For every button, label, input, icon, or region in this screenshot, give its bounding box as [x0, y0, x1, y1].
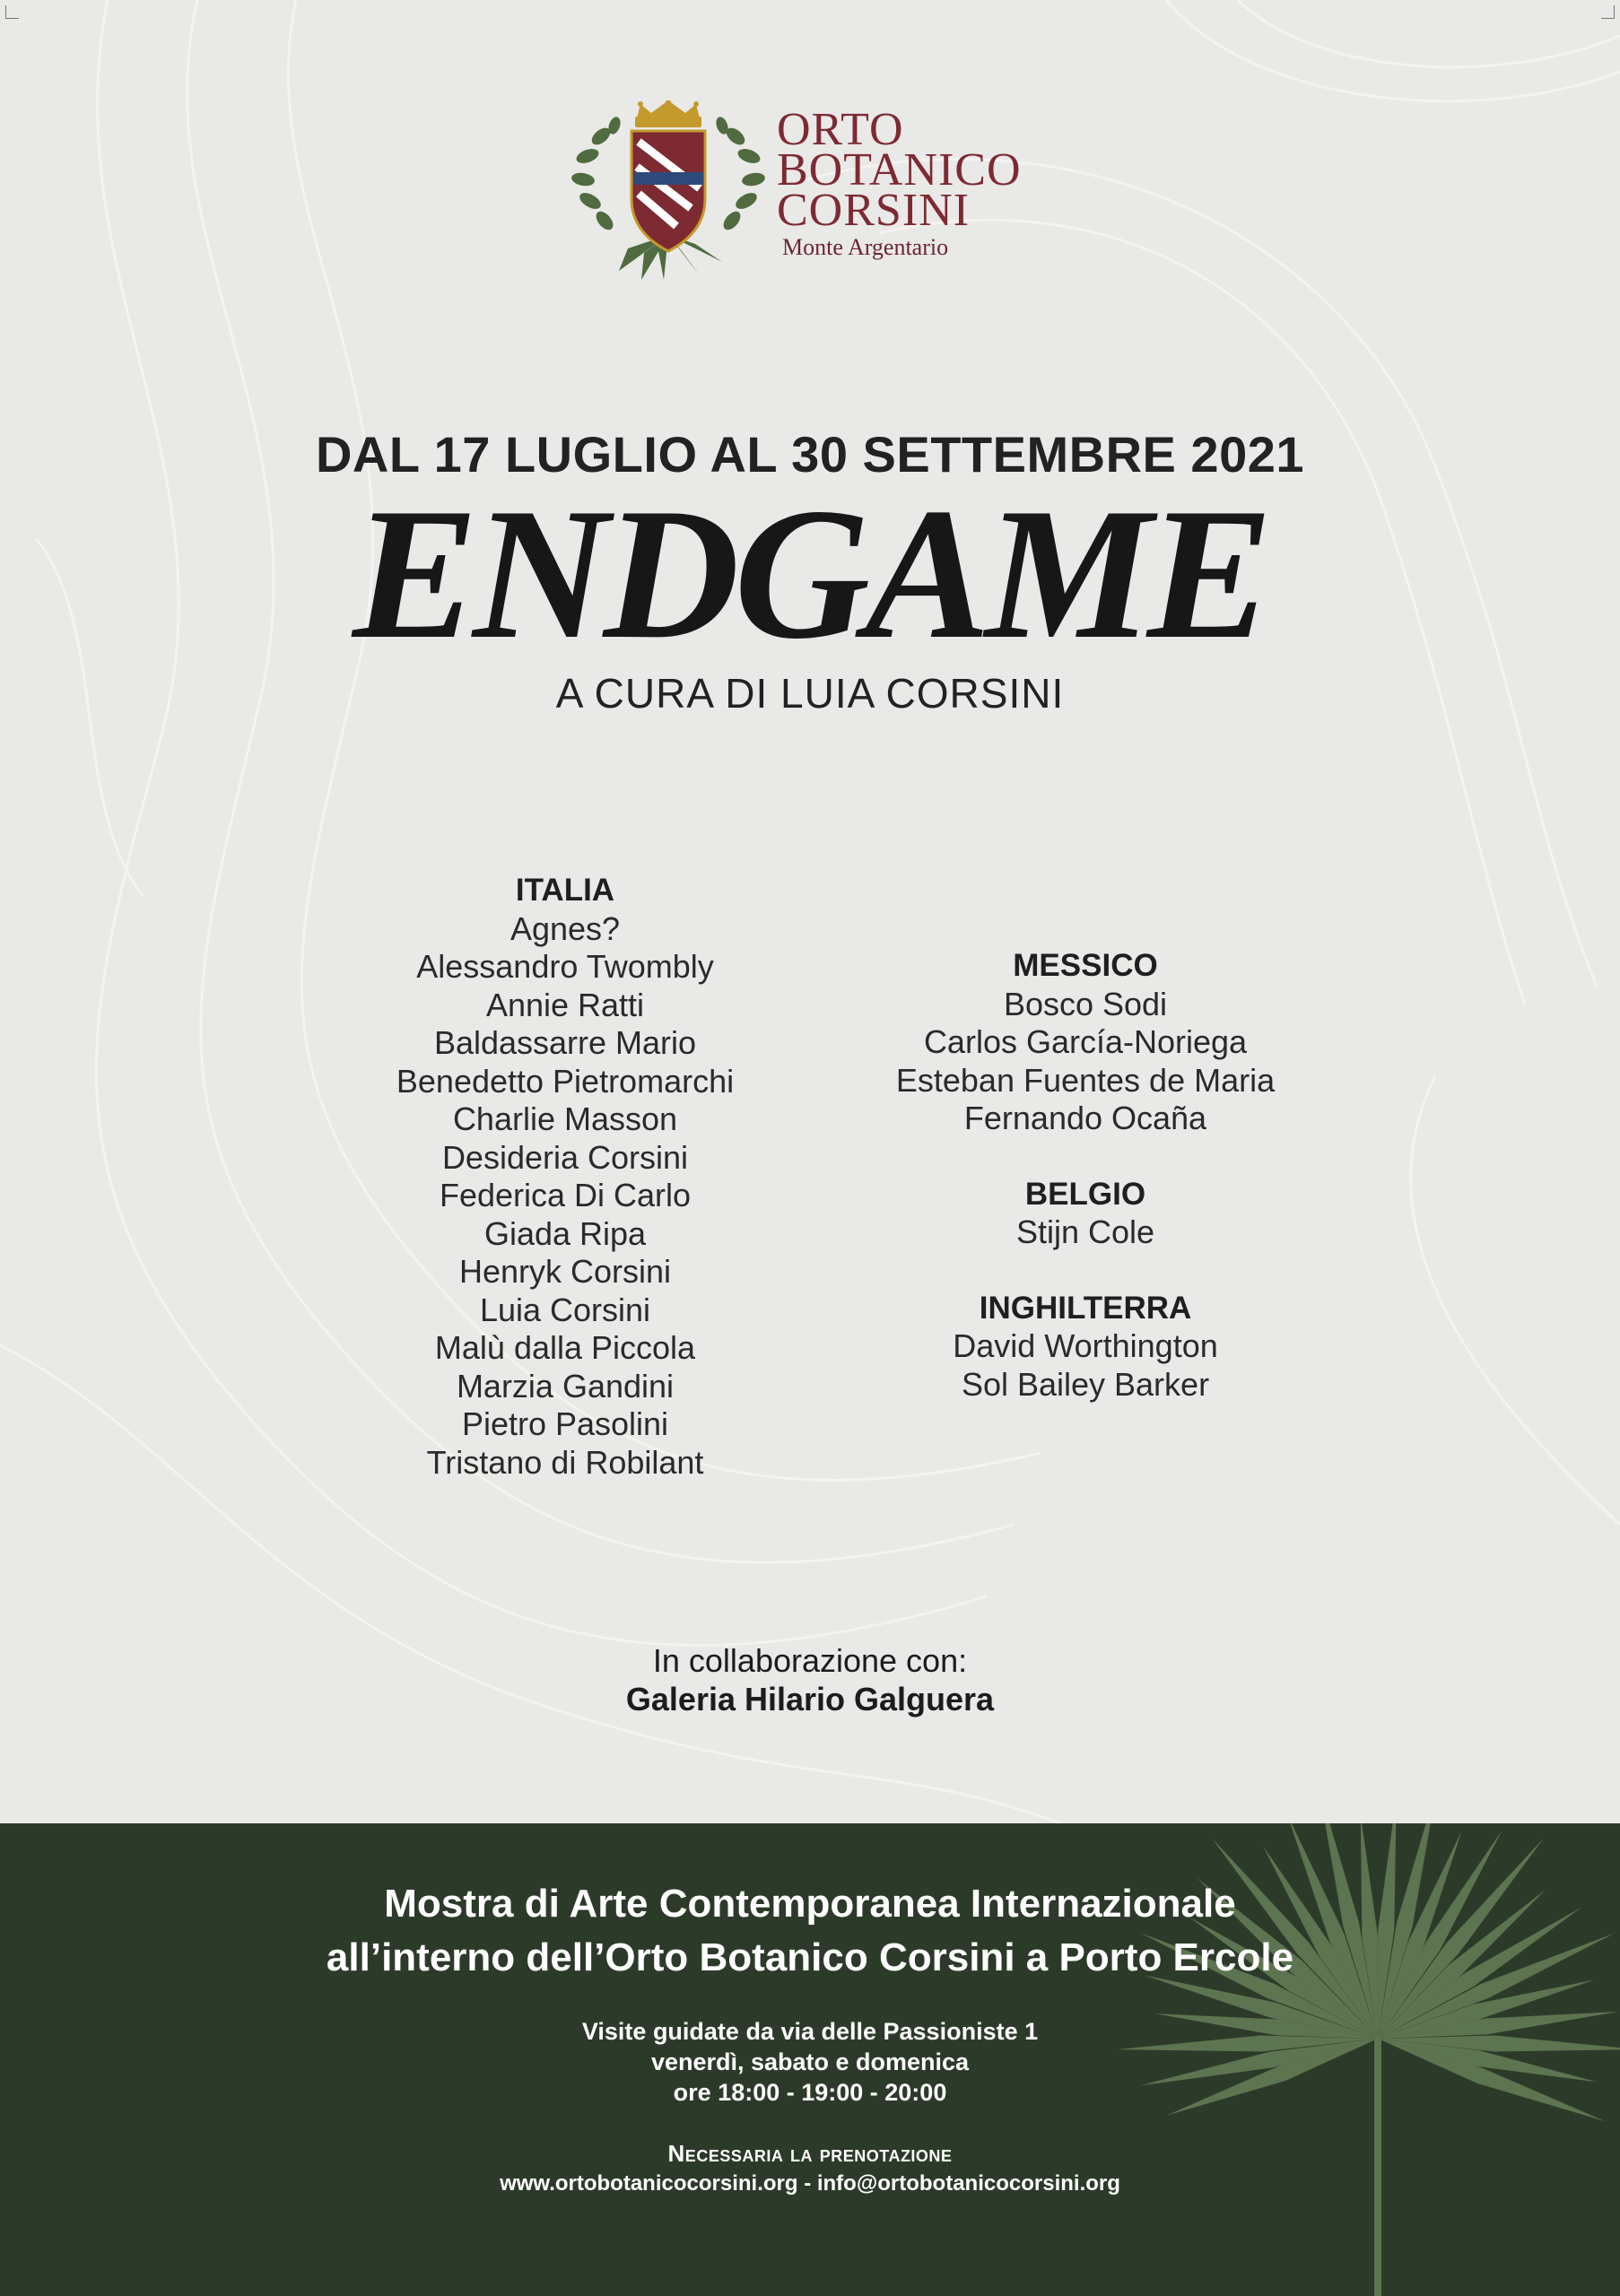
country-group-messico — [861, 947, 1310, 1138]
booking-required: Necessaria la prenotazione — [667, 2140, 953, 2167]
logo-line-1: ORTO — [777, 104, 904, 155]
crop-mark — [1601, 5, 1615, 19]
booking-info — [0, 2138, 1620, 2199]
logo-wordmark — [777, 104, 1022, 261]
contact-links: www.ortobotanicocorsini.org - info@ortobotanicocorsini.org — [500, 2171, 1120, 2196]
exhibition-title: ENDGAME — [353, 470, 1267, 678]
artist-name: Esteban Fuentes de Maria — [895, 1061, 1276, 1099]
logo-subtitle: Monte Argentario — [782, 234, 949, 260]
artists-column-left — [341, 872, 789, 1519]
headline-line-2: all’interno dell’Orto Botanico Corsini a Porto Ercole — [326, 1935, 1294, 1979]
country-heading: MESSICO — [1013, 948, 1158, 983]
coat-of-arms-icon — [565, 100, 771, 280]
country-group-belgio — [861, 1176, 1310, 1252]
artist-name: Sol Bailey Barker — [961, 1365, 1210, 1403]
headline-line-1: Mostra di Arte Contemporanea Internazionale — [384, 1882, 1236, 1926]
artist-name: David Worthington — [953, 1327, 1218, 1364]
event-description — [0, 1877, 1620, 1985]
exhibition-dates: DAL 17 LUGLIO AL 30 SETTEMBRE 2021 — [315, 426, 1305, 483]
artist-name: Alessandro Twombly — [416, 948, 714, 985]
artist-name: Luia Corsini — [479, 1291, 651, 1328]
artist-name: Desideria Corsini — [441, 1138, 689, 1176]
country-heading: ITALIA — [515, 873, 615, 908]
artist-name: Federica Di Carlo — [439, 1177, 692, 1213]
artist-name: Benedetto Pietromarchi — [396, 1062, 735, 1100]
artist-name: Carlos García-Noriega — [923, 1023, 1248, 1060]
artist-name: Agnes? — [510, 909, 621, 947]
artist-name: Baldassarre Mario — [433, 1024, 697, 1061]
visit-line-3: ore 18:00 - 19:00 - 20:00 — [673, 2079, 947, 2106]
curator-credit: A CURA DI LUIA CORSINI — [555, 670, 1065, 717]
artist-name: Marzia Gandini — [456, 1367, 675, 1405]
artist-name: Fernando Ocaña — [963, 1100, 1207, 1136]
artist-name: Henryk Corsini — [458, 1253, 672, 1290]
partner-gallery: Galeria Hilario Galguera — [625, 1681, 995, 1718]
logo-line-3: CORSINI — [777, 185, 971, 236]
logo-line-2: BOTANICO — [777, 144, 1022, 196]
artists-column-right — [861, 947, 1310, 1441]
visit-line-1: Visite guidate da via delle Passioniste 1 — [581, 2018, 1039, 2045]
logo — [565, 100, 1067, 280]
country-group-italia — [341, 872, 789, 1482]
artist-name: Malù dalla Piccola — [434, 1329, 696, 1366]
artist-name: Bosco Sodi — [1003, 985, 1168, 1022]
artist-name: Charlie Masson — [452, 1100, 678, 1137]
country-group-inghilterra — [861, 1290, 1310, 1405]
visit-line-2: venerdì, sabato e domenica — [650, 2048, 970, 2075]
collaboration-credit — [0, 1641, 1620, 1718]
artist-name: Tristano di Robilant — [426, 1443, 704, 1481]
artist-name: Annie Ratti — [485, 986, 645, 1023]
artist-name: Giada Ripa — [483, 1214, 647, 1252]
footer-band — [0, 1823, 1620, 2296]
artist-name: Pietro Pasolini — [461, 1405, 669, 1442]
country-heading: INGHILTERRA — [979, 1290, 1192, 1326]
visit-info — [0, 2016, 1620, 2108]
country-heading: BELGIO — [1024, 1176, 1146, 1212]
crop-mark — [5, 5, 19, 19]
artist-name: Stijn Cole — [1015, 1213, 1155, 1250]
collaboration-label: In collaborazione con: — [652, 1642, 968, 1679]
